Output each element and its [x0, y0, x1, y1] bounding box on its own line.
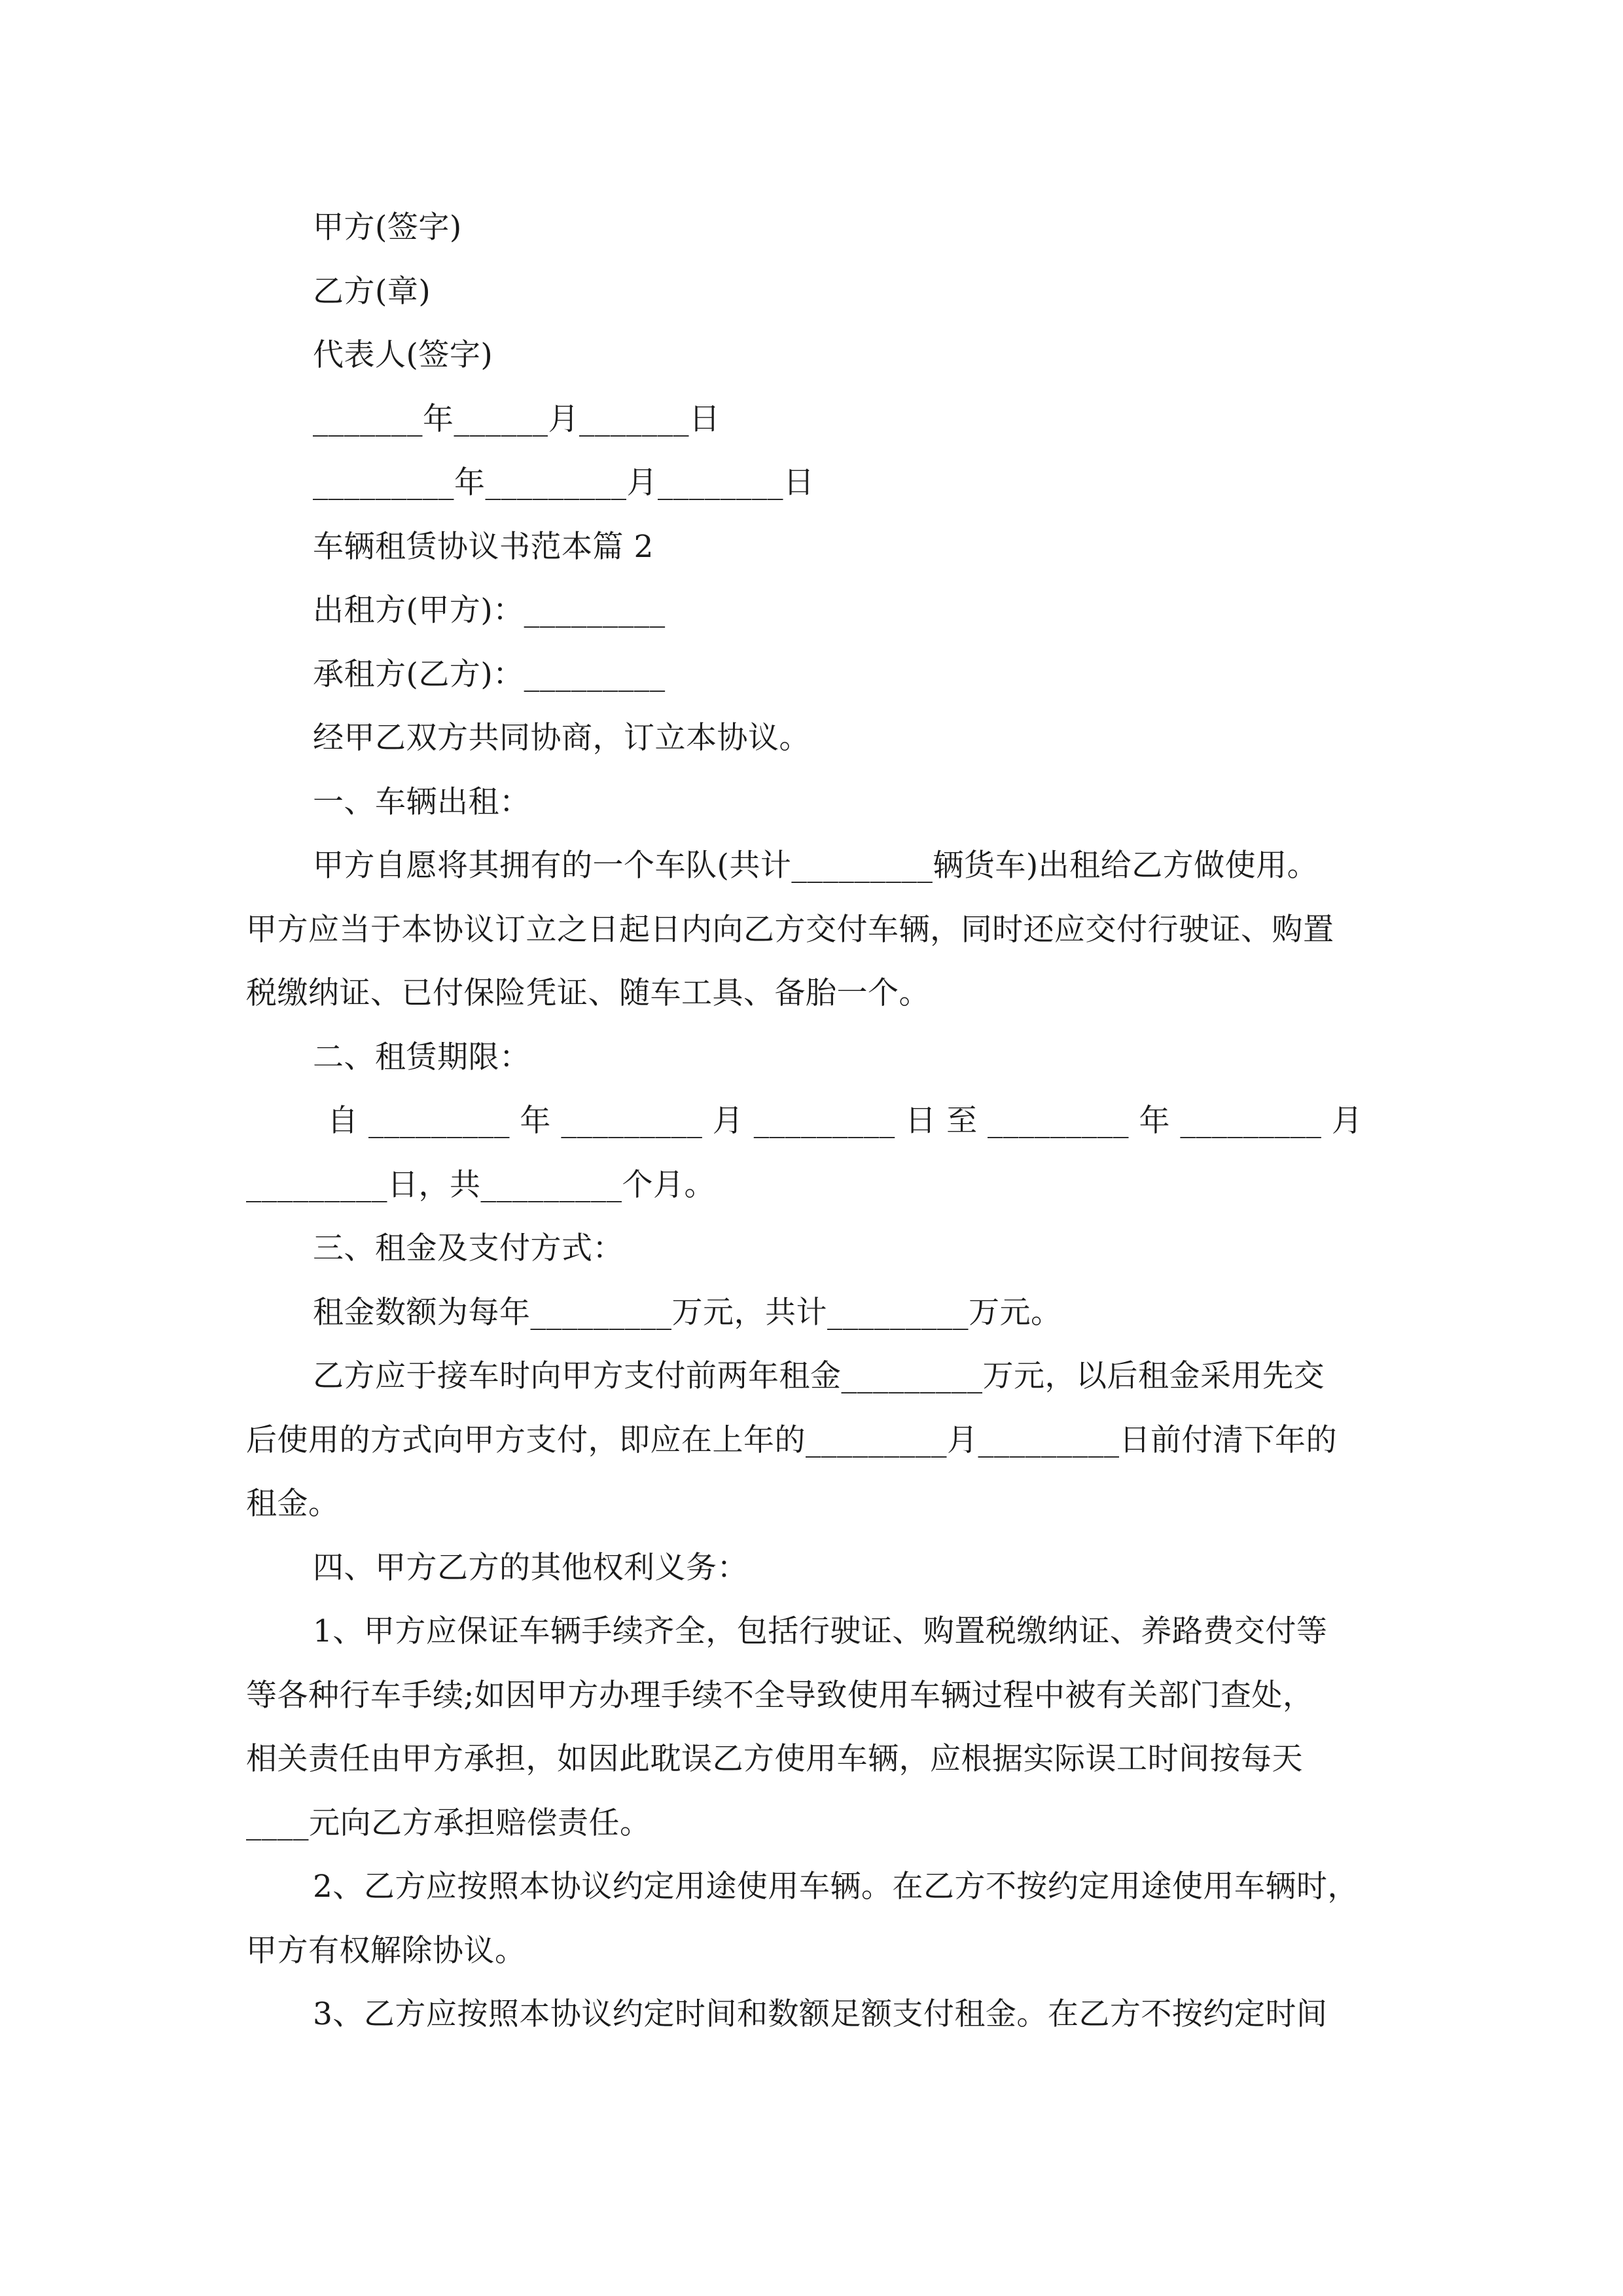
section-4-item-1-line: ____元向乙方承担赔偿责任。: [246, 1805, 651, 1841]
section-4-item-1-line: 相关责任由甲方承担，如因此耽误乙方使用车辆，应根据实际误工时间按每天: [246, 1741, 1303, 1777]
party-a-signature-label: 甲方(签字): [313, 209, 462, 245]
date-line-party-a: _______年______月_______日: [313, 401, 721, 437]
section-2-paragraph-line: 自 _________ 年 _________ 月 _________ 日 至 _________ 年 _________ 月: [327, 1103, 1363, 1139]
section-3-paragraph-line: 租金。: [246, 1486, 340, 1522]
party-b-seal-label: 乙方(章): [313, 274, 431, 310]
section-1-heading: 一、车辆出租：: [313, 784, 531, 820]
date-line-party-b: _________年_________月________日: [313, 465, 815, 501]
section-4-item-2-line: 2、乙方应按照本协议约定用途使用车辆。在乙方不按约定用途使用车辆时，: [313, 1869, 1359, 1905]
section-1-paragraph-line: 甲方应当于本协议订立之日起日内向乙方交付车辆，同时还应交付行驶证、购置: [246, 912, 1334, 948]
section-3-paragraph-line: 租金数额为每年_________万元，共计_________万元。: [313, 1295, 1062, 1331]
section-4-item-3-line: 3、乙方应按照本协议约定时间和数额足额支付租金。在乙方不按约定时间: [313, 1996, 1328, 2032]
representative-signature-label: 代表人(签字): [313, 337, 493, 373]
document-title: 车辆租赁协议书范本篇 2: [313, 529, 654, 565]
section-3-paragraph-line: 乙方应于接车时向甲方支付前两年租金_________万元，以后租金采用先交: [313, 1358, 1325, 1394]
section-2-paragraph-line: _________日，共_________个月。: [246, 1167, 715, 1203]
section-4-heading: 四、甲方乙方的其他权利义务：: [313, 1550, 748, 1586]
lessor-line: 出租方(甲方)：_________: [313, 592, 666, 628]
section-1-paragraph-line: 甲方自愿将其拥有的一个车队(共计_________辆货车)出租给乙方做使用。: [313, 848, 1319, 884]
section-4-item-1-line: 等各种行车手续;如因甲方办理手续不全导致使用车辆过程中被有关部门查处，: [246, 1677, 1314, 1713]
section-1-paragraph-line: 税缴纳证、已付保险凭证、随车工具、备胎一个。: [246, 975, 930, 1011]
section-3-heading: 三、租金及支付方式：: [313, 1230, 624, 1266]
section-2-heading: 二、租赁期限：: [313, 1039, 531, 1075]
section-3-paragraph-line: 后使用的方式向甲方支付，即应在上年的_________月_________日前付清下年的: [246, 1422, 1337, 1458]
lessee-line: 承租方(乙方)：_________: [313, 656, 666, 692]
intro-paragraph: 经甲乙双方共同协商，订立本协议。: [313, 720, 810, 756]
section-4-item-1-line: 1、甲方应保证车辆手续齐全，包括行驶证、购置税缴纳证、养路费交付等: [313, 1613, 1328, 1649]
section-4-item-2-line: 甲方有权解除协议。: [246, 1933, 526, 1969]
